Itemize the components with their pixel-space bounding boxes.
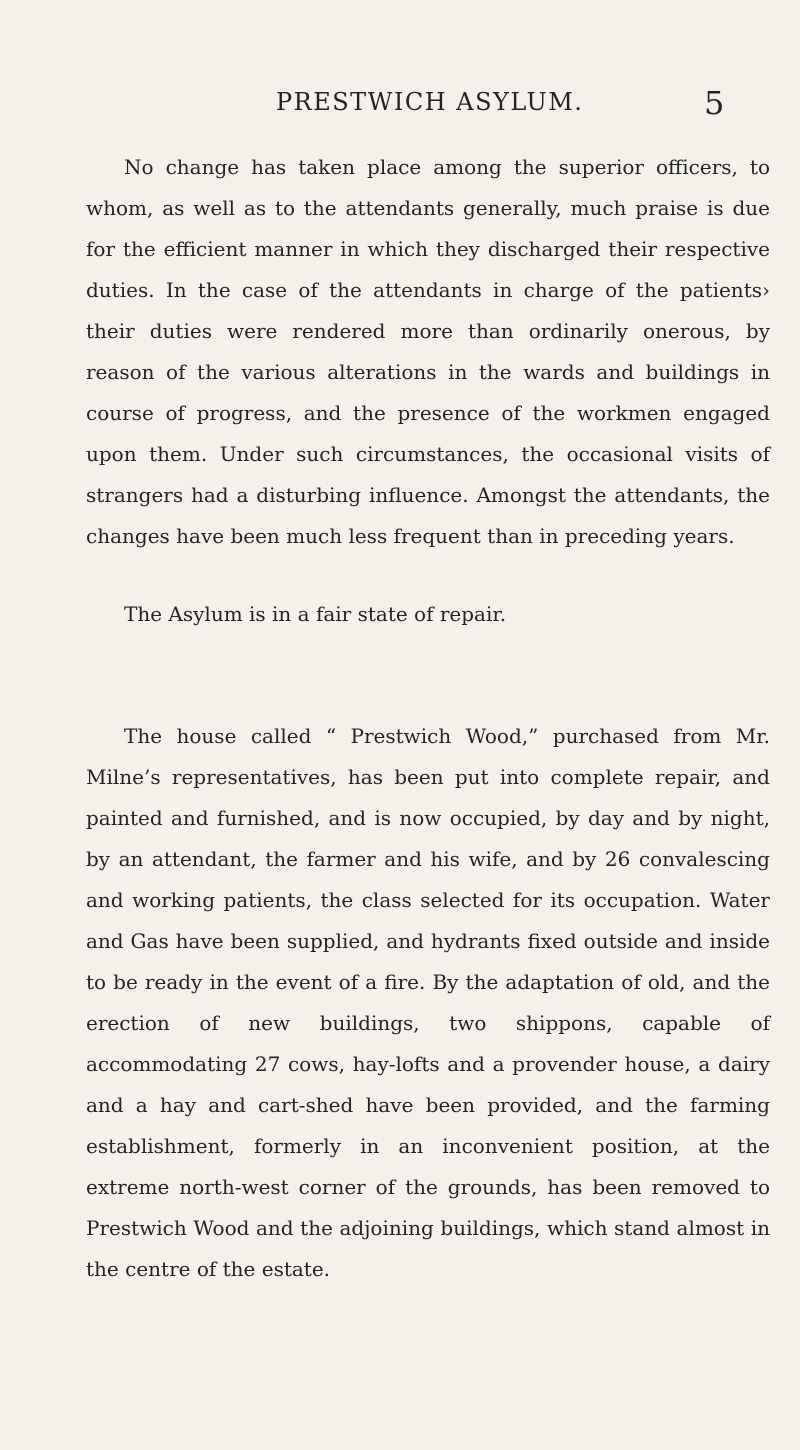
running-head: PRESTWICH ASYLUM. bbox=[276, 88, 584, 116]
paragraph-prestwich-wood: The house called “ Prestwich Wood,” purchased from Mr. Milne’s representatives, has been put into complete repair, and painted and furnished, and is now occupied, by day and by night, by an attendant, the farmer and his wife, and by 26 convalescing and working patients, the class selected for its occupation. Water and Gas have been supplied, and hydrants fixed outside and inside to be ready in the event of a fire. By the adaptation of old, and the erection of new buildings, two shippons, capable of accommodating 27 cows, hay-lofts and a provender house, a dairy and a hay and cart-shed have been provided, and the farming establishment, formerly in an inconvenient position, at the extreme north-west corner of the grounds, has been removed to Prestwich Wood and the adjoining buildings, which stand almost in the centre of the estate. bbox=[86, 724, 770, 1281]
paragraph-repair: The Asylum is in a fair state of repair. bbox=[124, 602, 507, 626]
paragraph-officers: No change has taken place among the superior officers, to whom, as well as to the attendants generally, much praise is due for the efficient manner in which they discharged their respective duties. In the case of the attendants in charge of the patients› their duties were rendered more than ordinarily onerous, by reason of the various alterations in the wards and buildings in course of progress, and the presence of the workmen engaged upon them. Under such circumstances, the occasional visits of strangers had a disturbing influence. Amongst the attendants, the changes have been much less frequent than in preceding years. bbox=[86, 155, 770, 548]
page-number: 5 bbox=[704, 84, 725, 122]
